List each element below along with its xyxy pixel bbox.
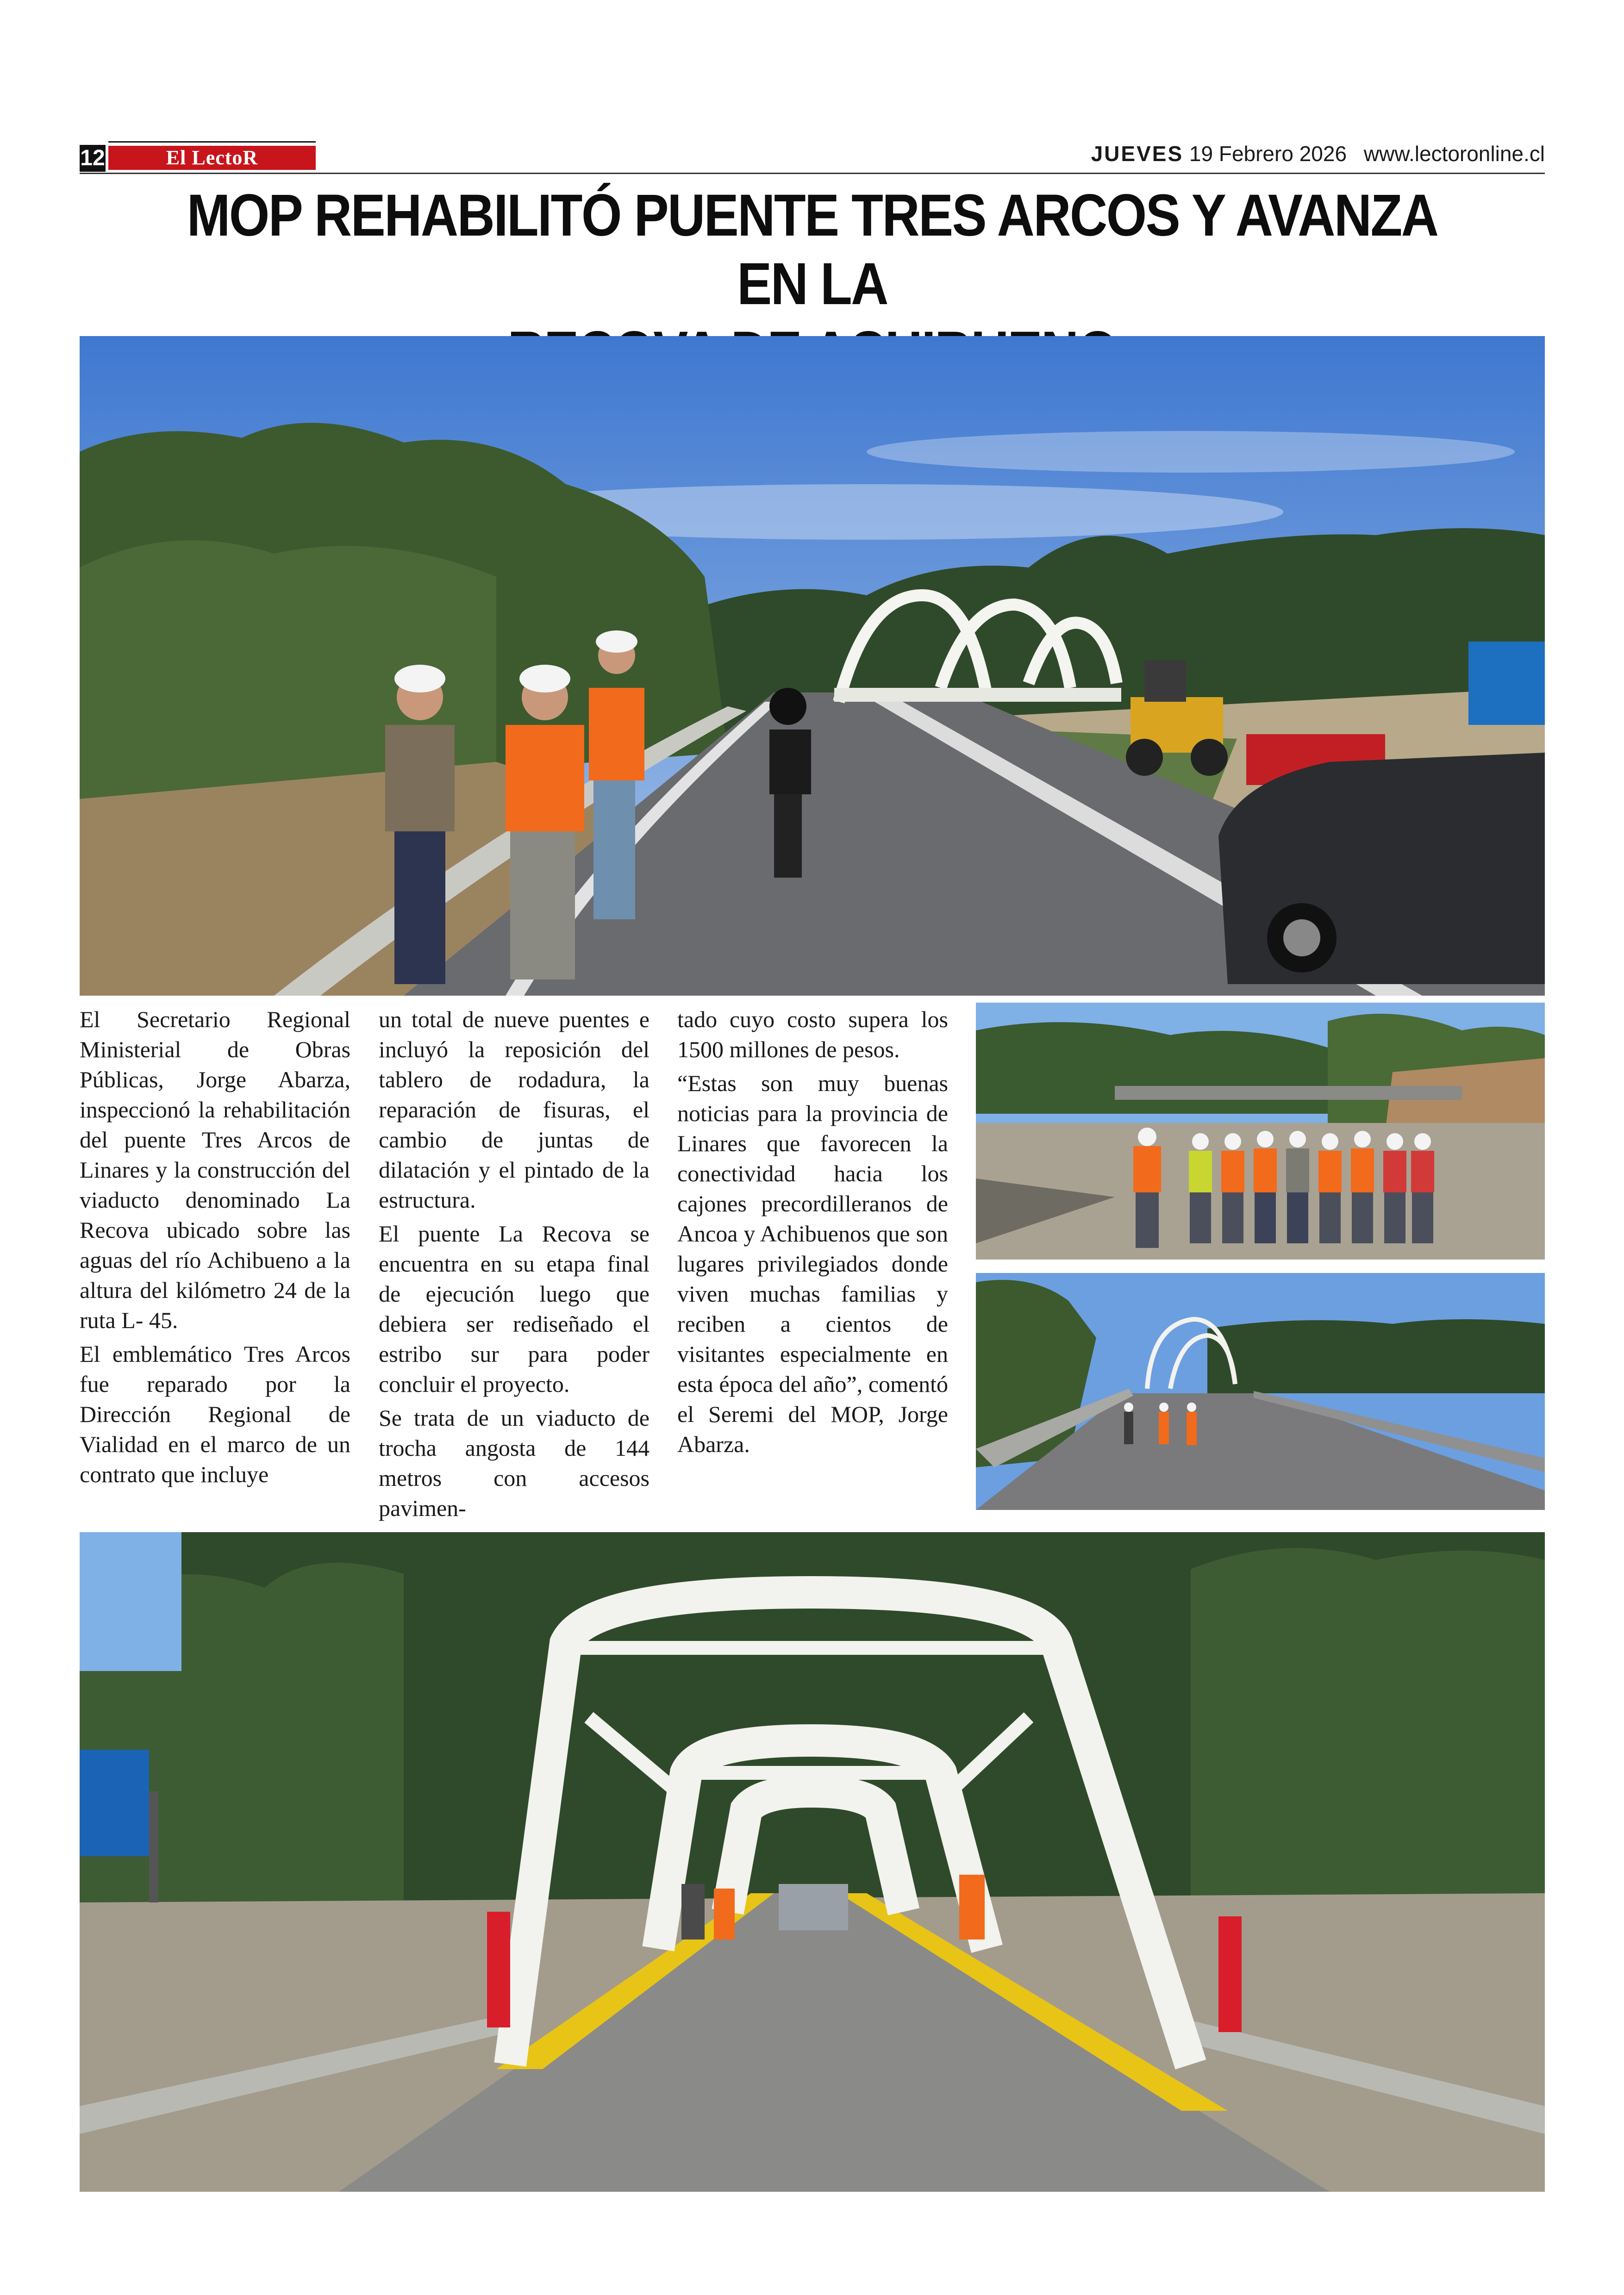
article-paragraph: El emblemático Tres Arcos fue reparado por la Dirección Regional de Vialidad en el marco de un contrato que incluye [80, 1341, 350, 1487]
photo-officials-on-road [80, 336, 1545, 996]
headline-line-1: MOP REHABILITÓ PUENTE TRES ARCOS Y AVANZA EN LA [187, 182, 1438, 317]
header-divider [80, 173, 1545, 174]
issue-day: JUEVES [1091, 142, 1184, 166]
photo-officials-walking-bridge [976, 1273, 1545, 1510]
issue-date: 19 Febrero 2026 [1189, 142, 1347, 166]
photo-work-crew-group [976, 1003, 1545, 1260]
page-header [80, 141, 1545, 174]
website-link[interactable]: www.lectoronline.cl [1363, 142, 1545, 166]
article-column-1 [80, 1004, 350, 1490]
photo-tres-arcos-bridge [80, 1532, 1545, 2192]
newspaper-masthead: El LectoR [108, 146, 316, 170]
article-paragraph: El Secretario Regional Ministerial de Obras Públicas, Jorge Abarza, inspeccionó la rehabilitación del puente Tres Arcos de Linares y la construcción del viaducto denominado La Recova ubicado sobre las aguas del río Achibueno a la altura del kilómetro 24 de la ruta L- 45. [80, 1006, 350, 1333]
article-paragraph: El puente La Recova se encuentra en su etapa final de ejecución luego que debiera ser rediseñado el estribo sur para poder concluir el proyecto. [379, 1221, 650, 1397]
article-paragraph: un total de nueve puentes e incluyó la reposición del tablero de rodadura, la reparación de fisuras, el cambio de juntas de dilatación y el pintado de la estructura. [379, 1006, 650, 1213]
article-column-3 [677, 1004, 948, 1459]
article-paragraph: tado cuyo costo supera los 1500 millones de pesos. [677, 1006, 948, 1062]
issue-info [1091, 141, 1545, 166]
article-paragraph: “Estas son muy buenas noticias para la provincia de Linares que favorecen la conectividad hacia los cajones precordilleranos de Ancoa y Achibuenos que son lugares privilegiados donde viven muchas familias y reciben a cientos de visitantes especialmente en esta época del año”, comentó el Seremi del MOP, Jorge Abarza. [677, 1070, 948, 1457]
article-column-2 [379, 1004, 650, 1523]
article-paragraph: Se trata de un viaducto de trocha angosta de 144 metros con accesos pavimen- [379, 1405, 650, 1521]
page-number: 12 [80, 145, 106, 172]
